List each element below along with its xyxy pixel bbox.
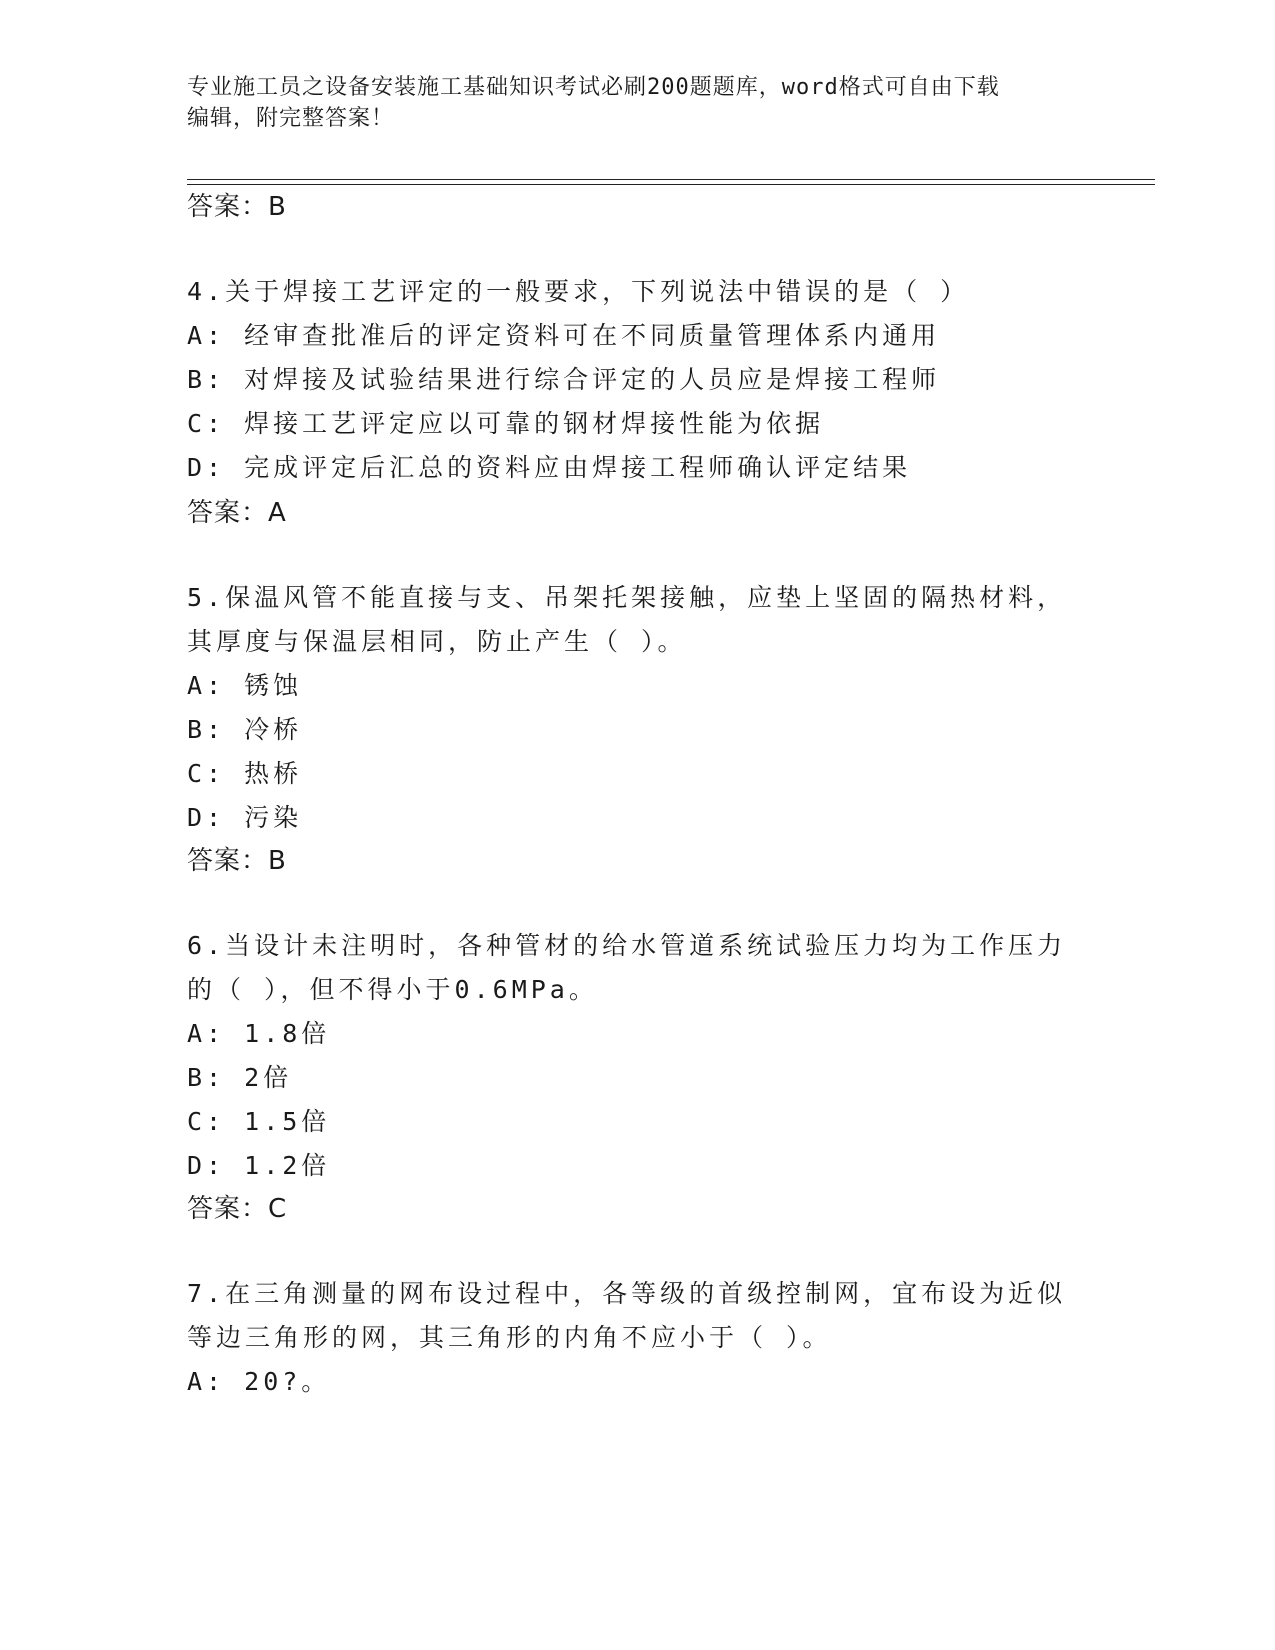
question-4-option-b: B: 对焊接及试验结果进行综合评定的人员应是焊接工程师 [187, 365, 941, 394]
question-4-option-a: A: 经审查批准后的评定资料可在不同质量管理体系内通用 [187, 321, 941, 350]
header-divider-top [187, 179, 1155, 180]
question-7-stem-line-2: 等边三角形的网，其三角形的内角不应小于（ ）。 [187, 1323, 832, 1352]
header-divider-bottom [187, 184, 1155, 185]
question-7-stem-line-1: 7.在三角测量的网布设过程中，各等级的首级控制网，宜布设为近似 [187, 1279, 1067, 1308]
question-5-option-b: B: 冷桥 [187, 715, 303, 744]
question-4-stem: 4.关于焊接工艺评定的一般要求，下列说法中错误的是（ ） [187, 277, 970, 306]
question-5-stem-line-1: 5.保温风管不能直接与支、吊架托架接触，应垫上坚固的隔热材料， [187, 583, 1067, 612]
question-6-option-b: B: 2倍 [187, 1063, 293, 1092]
question-7-option-a: A: 20?。 [187, 1367, 331, 1396]
question-6-stem-line-2: 的（ ），但不得小于0.6MPa。 [187, 975, 598, 1004]
question-6-stem-line-1: 6.当设计未注明时，各种管材的给水管道系统试验压力均为工作压力 [187, 931, 1067, 960]
question-5-option-c: C: 热桥 [187, 759, 303, 788]
header-title-line-1: 专业施工员之设备安装施工基础知识考试必刷200题题库，word格式可自由下载 [187, 75, 1000, 100]
question-6-option-d: D: 1.2倍 [187, 1151, 331, 1180]
question-5-option-d: D: 污染 [187, 803, 303, 832]
question-4-option-d: D: 完成评定后汇总的资料应由焊接工程师确认评定结果 [187, 453, 912, 482]
question-6-option-c: C: 1.5倍 [187, 1107, 331, 1136]
question-5-answer: 答案：B [187, 846, 287, 876]
question-4-option-c: C: 焊接工艺评定应以可靠的钢材焊接性能为依据 [187, 409, 825, 438]
question-6-option-a: A: 1.8倍 [187, 1019, 331, 1048]
question-5-option-a: A: 锈蚀 [187, 671, 303, 700]
document-header [187, 72, 1087, 134]
question-6-answer: 答案：C [187, 1194, 288, 1224]
question-5-stem-line-2: 其厚度与保温层相同，防止产生（ ）。 [187, 627, 687, 656]
header-title-line-2: 编辑，附完整答案！ [187, 106, 395, 131]
question-4-answer: 答案：A [187, 498, 287, 528]
previous-answer: 答案：B [187, 192, 287, 222]
